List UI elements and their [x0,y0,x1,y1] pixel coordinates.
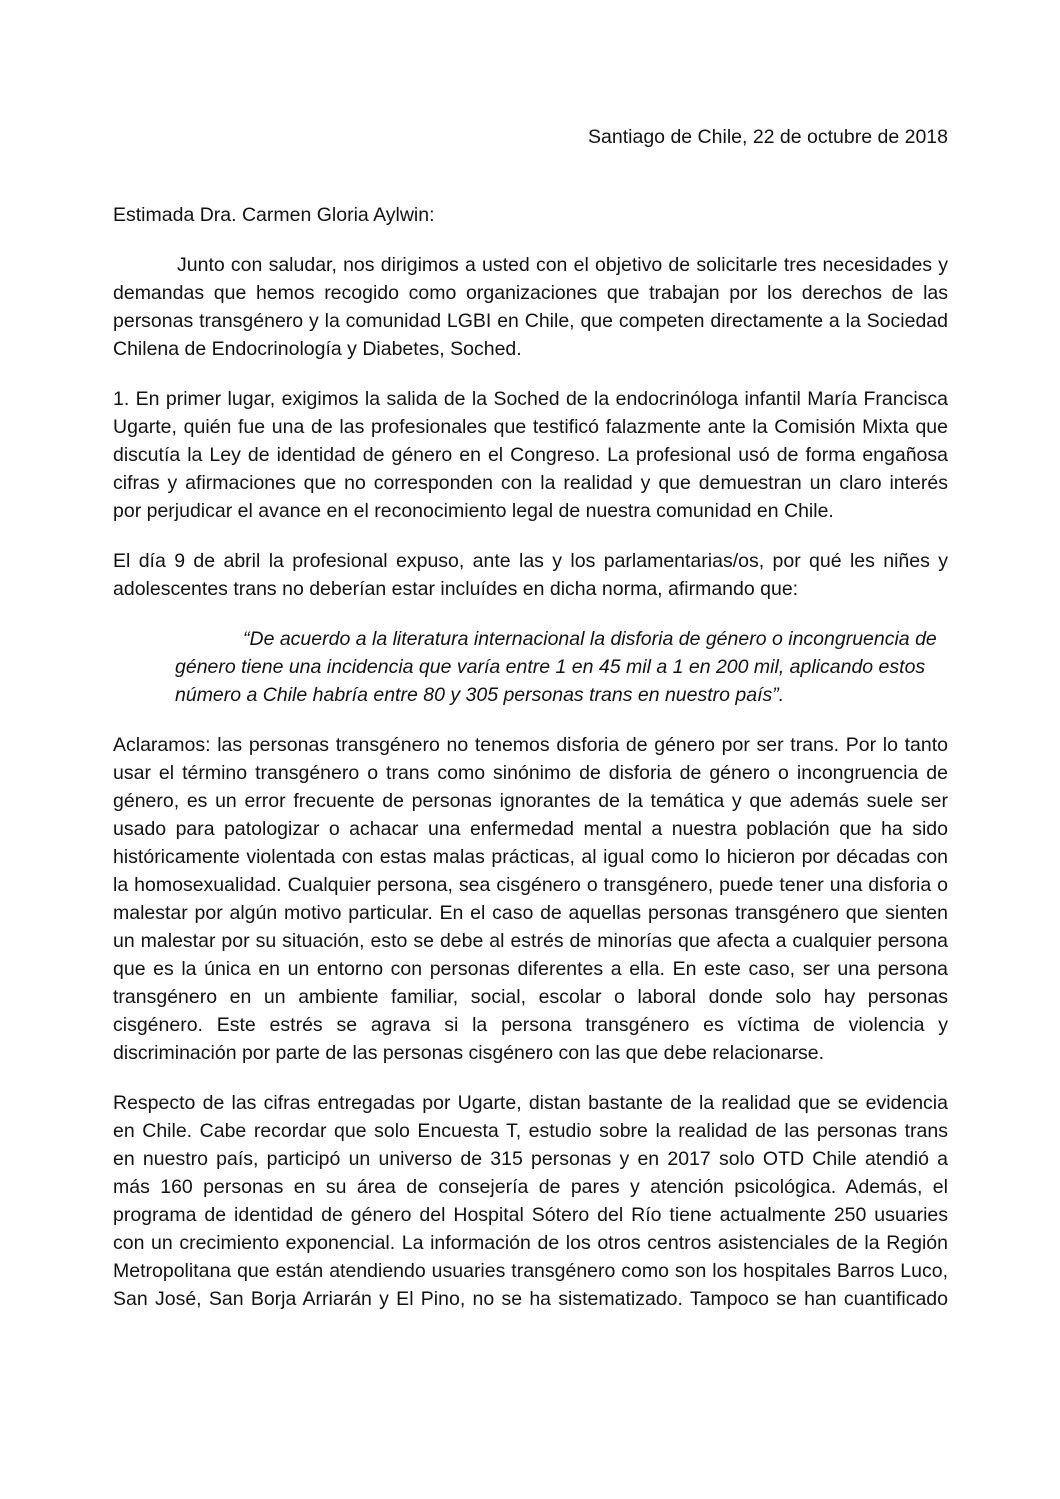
text-line: 1. En primer lugar, exigimos la salida de la Soched de la endocrinóloga infantil María Francisca [113,388,948,410]
intro-paragraph [113,251,948,363]
text-line: demandas que hemos recogido como organizaciones que trabajan por los derechos de las [113,282,948,304]
quote-block [175,625,948,709]
text-line: más 160 personas en su área de consejería de pares y atención psicológica. Además, el [113,1176,948,1198]
text-line: cisgénero. Este estrés se agrava si la persona transgénero es víctima de violencia y [113,1014,948,1036]
text-line: con un crecimiento exponencial. La información de los otros centros asistenciales de la Región [113,1232,948,1254]
text-line: la homosexualidad. Cualquier persona, sea cisgénero o transgénero, puede tener una disforia o [113,874,948,896]
clarification-paragraph [113,731,948,1067]
text-line: malestar por algún motivo particular. En el caso de aquellas personas transgénero que sienten [113,902,948,924]
text-line: San José, San Borja Arriarán y El Pino, no se ha sistematizado. Tampoco se han cuantificado [113,1288,948,1310]
text-line: Junto con saludar, nos dirigimos a usted con el objetivo de solicitarle tres necesidades y [177,254,948,276]
text-line: cifras y afirmaciones que no corresponden con la realidad y que demuestran un claro interés [113,472,948,494]
text-line: transgénero en un ambiente familiar, social, escolar o laboral donde solo hay personas [113,986,948,1008]
figures-paragraph [113,1089,948,1313]
text-line: que es la única en un entorno con personas diferentes a ella. En este caso, ser una persona [113,958,948,980]
text-line: en Chile. Cabe recordar que solo Encuesta T, estudio sobre la realidad de las personas trans [113,1120,948,1142]
text-line: número a Chile habría entre 80 y 305 personas trans en nuestro país”. [175,684,785,706]
text-line: usado para patologizar o achacar una enfermedad mental a nuestra población que ha sido [113,818,948,840]
text-line: Chilena de Endocrinología y Diabetes, Soched. [113,338,522,360]
text-line: históricamente violentada con estas malas prácticas, al igual como lo hicieron por décadas con [113,846,948,868]
text-line: discriminación por parte de las personas cisgénero con las que debe relacionarse. [113,1042,825,1064]
exposition-paragraph [113,547,948,603]
text-line: por perjudicar el avance en el reconocimiento legal de nuestra comunidad en Chile. [113,500,834,522]
text-line: Aclaramos: las personas transgénero no tenemos disforia de género por ser trans. Por lo tanto [113,734,948,756]
salutation: Estimada Dra. Carmen Gloria Aylwin: [113,204,435,226]
text-line: adolescentes trans no deberían estar incluídes en dicha norma, afirmando que: [113,578,799,600]
text-line: Respecto de las cifras entregadas por Ugarte, distan bastante de la realidad que se evidencia [113,1092,948,1114]
demand-1-paragraph [113,385,948,525]
text-line: usar el término transgénero o trans como sinónimo de disforia de género o incongruencia de [113,762,948,784]
text-line: en nuestro país, participó un universo de 315 personas y en 2017 solo OTD Chile atendió a [113,1148,948,1170]
text-line: Metropolitana que están atendiendo usuaries transgénero como son los hospitales Barros Luco, [113,1260,948,1282]
text-line: “De acuerdo a la literatura internacional la disforia de género o incongruencia de [243,628,937,650]
dateline: Santiago de Chile, 22 de octubre de 2018 [588,126,948,148]
text-line: El día 9 de abril la profesional expuso, ante las y los parlamentarias/os, por qué les niñes y [113,550,948,572]
text-line: discutía la Ley de identidad de género en el Congreso. La profesional usó de forma engañosa [113,444,948,466]
text-line: un malestar por su situación, esto se debe al estrés de minorías que afecta a cualquier persona [113,930,948,952]
text-line: personas transgénero y la comunidad LGBI en Chile, que competen directamente a la Sociedad [113,310,948,332]
text-line: género, es un error frecuente de personas ignorantes de la temática y que además suele ser [113,790,948,812]
text-line: género tiene una incidencia que varía entre 1 en 45 mil a 1 en 200 mil, aplicando estos [175,656,926,678]
text-line: Ugarte, quién fue una de las profesionales que testificó falazmente ante la Comisión Mixta que [113,416,948,438]
text-line: programa de identidad de género del Hospital Sótero del Río tiene actualmente 250 usuaries [113,1204,948,1226]
